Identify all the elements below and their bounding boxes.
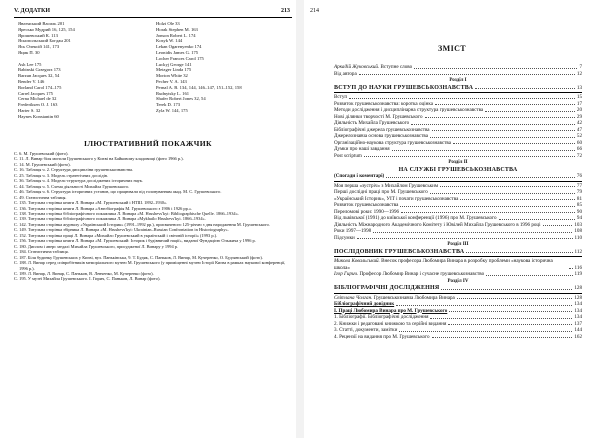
toc-leader-dots	[499, 219, 575, 220]
toc-entry-label: Думки про наші завдання	[334, 146, 390, 152]
illustration-entry: С. 136. Титульна сторінка книги Л. Винара «Автобіографія М. Грушевського з 1906 і 1926 рр.».	[14, 205, 193, 211]
toc-page-number: 52	[576, 133, 582, 139]
illustration-entry: С. 152. Титульна сторінка праці Л. Винара «Михайло Грушевський в українській і світовій історії» (1993 р.).	[14, 232, 218, 238]
toc-leader-dots	[449, 311, 572, 312]
toc-page-number: 20	[576, 107, 582, 113]
toc-page-number: 134	[574, 307, 582, 314]
index-entry: Яресько Мудрий 16, 125, 154	[18, 26, 75, 32]
toc-entry-label: Вступ	[334, 94, 348, 100]
toc-leader-dots	[401, 212, 575, 213]
toc-leader-dots	[475, 88, 575, 89]
toc-leader-dots	[392, 150, 575, 151]
header-rule	[14, 17, 292, 18]
toc-entry-label: НА СЛУЖБІ ГРУШЕВСЬКОЗНАВСТВА	[398, 166, 518, 173]
toc-title: ЗМІСТ	[438, 44, 466, 53]
toc-leader-dots	[386, 177, 575, 178]
name-index-column-1	[18, 21, 75, 120]
toc-entry[interactable]	[334, 71, 582, 78]
index-entry: Zyla W. 144, 175	[156, 107, 188, 113]
illustration-entry: С. 11. Л. Винар біля могили Грушевського у Києві на Байковому кладовищі (фото 1966 р.).	[14, 156, 184, 162]
toc-page-number: 85	[576, 202, 582, 208]
page-number: 213	[281, 8, 290, 14]
index-entry: Lekan Ogarenyenko 174	[156, 44, 202, 50]
toc-entry-label: Роки 1997—1998	[334, 228, 372, 234]
section-rule	[334, 181, 582, 182]
section-rule	[334, 92, 582, 93]
toc-entry-label: Перші дослідні праці про М. Грушевського	[334, 189, 428, 195]
index-entry: Leonidis James G. 175	[156, 49, 199, 55]
toc-entry-label: Діяльність Михайла Грушевського	[334, 120, 410, 126]
toc-author: Світлана Чолган.	[334, 294, 373, 301]
toc-entry-label: Методи дослідження і дисциплінарна структура грушевськознавства	[334, 107, 484, 113]
illustration-entry: С. 139. Титульна сторінка бібліографічного покажчика Л. Винара «Mykhailo Hrushevs'kyi. 1866–1934».	[14, 216, 206, 222]
toc-leader-dots	[460, 199, 575, 200]
toc-entry[interactable]	[334, 258, 582, 271]
toc-page-number: 134	[574, 314, 582, 320]
toc-entry-label: 3. Статті, документи, замітки	[334, 327, 398, 333]
toc-page-number: 17	[576, 100, 582, 107]
toc-entry-title-visible: Внесок професора Любомира Винара в розробку проблеми «наукова історична школа»	[334, 258, 553, 271]
book-gutter	[296, 0, 304, 438]
toc-page-number: 134	[574, 301, 582, 307]
illustration-entry: С. 188. Л. Винар серед співробітників меморіального музею М. Грушевського (у приміщенні музею Історії Києва в рамках наукової конференції, 1996 р.).	[14, 260, 286, 271]
index-entry: Rudnytsky L. 161	[156, 90, 190, 96]
toc-page-number: 116	[574, 264, 582, 271]
toc-part-label: Розділ I	[449, 78, 467, 83]
index-entry: Horak Stephen M. 163	[156, 26, 198, 32]
toc-page-number: 12	[576, 70, 582, 77]
toc-page-number: 90	[576, 208, 582, 215]
toc-entry-label: Джерелознавча основа грушевськознавства	[334, 133, 428, 139]
toc-part-title[interactable]	[334, 249, 582, 256]
toc-page-number: 110	[574, 234, 582, 241]
toc-leader-dots	[432, 130, 575, 131]
toc-page-number: 112	[574, 248, 582, 255]
toc-page-number: 119	[574, 271, 582, 277]
toc-leader-dots	[457, 298, 573, 299]
toc-page-number: 7	[579, 64, 582, 70]
index-entry: Яцик П. 30	[18, 49, 40, 55]
toc-part-title[interactable]	[334, 85, 582, 92]
toc-entry-label: Нові ділянки творчості М. Грушевського	[334, 113, 423, 120]
toc-entry-label: Post scriptum	[334, 152, 362, 159]
toc-page-number: 79	[576, 189, 582, 195]
toc-entry-label: І. Праці Любомира Винара про М. Грушевського	[334, 307, 448, 314]
toc-page-number: 72	[576, 152, 582, 159]
illustration-entry: С. 46. Таблиця ч. 6. Структура історичних установ, що працювали під головуванням акад. М. С. Грушевського.	[14, 189, 222, 195]
toc-leader-dots	[411, 124, 575, 125]
index-entry: Ash Lee 175	[18, 61, 42, 67]
toc-entry-label: 4. Рецензії на видання про М. Грушевського	[334, 333, 430, 340]
index-entry: Luckyj George 141	[156, 61, 192, 67]
toc-leader-dots	[440, 186, 575, 187]
toc-leader-dots	[453, 143, 575, 144]
illustration-entry: С. 187. Біля будинку Грушевських у Києві, вул. Паньківська, 9. Т. Будяк, С. Паньков, Л. Винар, М. Кучеренко, О. Будзянський (фото).	[14, 254, 263, 260]
toc-author: Микола Ковальський.	[334, 258, 380, 264]
illustration-entry: С. 16. Таблиця ч. 2. Структура дисципліни грушевськознавства.	[14, 167, 134, 173]
index-entry: Morton White 32	[156, 73, 188, 79]
toc-leader-dots	[485, 111, 575, 112]
index-entry: Terek D. 173	[156, 102, 181, 108]
toc-page-number: 137	[574, 320, 582, 327]
section-rule	[334, 256, 582, 257]
toc-page-number: 47	[576, 126, 582, 133]
section-title: ІЛЮСТРАТИВНИЙ ПОКАЖЧИК	[84, 139, 212, 148]
toc-page-number: 60	[576, 139, 582, 146]
index-entry: Ясь Олексій 141, 173	[18, 44, 60, 50]
toc-part-label: Розділ II	[448, 160, 468, 165]
toc-entry-label: Діяльність Міжнародного Академічного Комітету і Ювілей Михайла Грушевського в 1996 році	[334, 221, 541, 228]
index-entry: Яснопольський Богдан 201	[18, 38, 71, 44]
toc-page-number: 66	[576, 146, 582, 152]
toc-leader-dots	[399, 331, 572, 332]
toc-part-label: Розділ III	[447, 242, 469, 247]
illustration-entry: С. 184. Статистична таблиця.	[14, 249, 69, 255]
toc-page-number: 29	[576, 113, 582, 120]
toc-page-number: 128	[574, 285, 582, 291]
toc-entry-label: Бібліографічний довідник	[334, 301, 395, 307]
toc-part-title[interactable]	[334, 285, 582, 292]
toc-entry[interactable]	[334, 235, 582, 242]
illustration-entry: С. 25. Таблиця ч. 3. Модель стратегічних дослідів.	[14, 172, 109, 178]
toc-page-number: 15	[576, 94, 582, 100]
toc-page-number: 144	[574, 327, 582, 333]
toc-page-number: 108	[574, 228, 582, 234]
toc-entry-label	[334, 271, 484, 278]
running-header: V. ДОДАТКИ	[14, 8, 51, 14]
toc-leader-dots	[430, 137, 575, 138]
toc-leader-dots	[466, 252, 572, 253]
toc-leader-dots	[357, 238, 573, 239]
name-index-column-2	[156, 21, 242, 114]
toc-entry-title-visible: Грушевськознавча Любомира Винара	[372, 294, 455, 301]
illustration-entry: С. 195. У музеї Михайла Грушевського. І. Гирич, С. Паньков, Л. Винар (фото).	[14, 276, 161, 282]
illustration-entry: С. 142. Титульна сторінка журналу «Український Історик» (1991–1992 рр.), присвяченого 125-річчю з дня народження М. Грушевського.	[14, 221, 270, 227]
toc-part-label: Розділ IV	[447, 278, 469, 284]
toc-entry-label: Підсумки	[334, 234, 355, 241]
toc-page-number: 81	[576, 195, 582, 202]
index-entry: Babinski Grzegorz 173	[18, 67, 61, 73]
index-entry: Pecher V. A. 143	[156, 78, 187, 84]
toc-entry-label: ВСТУП ДО НАУКИ ГРУШЕВСЬКОЗНАВСТВА	[334, 84, 474, 91]
illustration-entry: С. 138. Титульна сторінка бібліографічного покажчика Л. Винара «M. Hrushevs'kyi: Bibliographische Quelle. 1866–1934».	[14, 210, 239, 216]
illustration-entry: С. 189. Л. Винар, Л. Винар, С. Паньков, В. Левченко, М. Кучеренко (фото).	[14, 270, 154, 276]
illustration-entry: С. 44. Таблиця ч. 5. Схема діяльності Михайла Грушевського.	[14, 183, 130, 189]
toc-page-number: 13	[576, 84, 582, 91]
toc-leader-dots	[396, 305, 572, 306]
toc-entry-label: (Спогади і коментарі)	[334, 173, 385, 179]
index-entry: Carrel Jacques 175	[18, 90, 53, 96]
toc-page-number: 94	[576, 215, 582, 221]
toc-leader-dots	[448, 324, 572, 325]
index-entry: Bender V. 146	[18, 78, 45, 84]
toc-page-number: 76	[576, 173, 582, 179]
toc-author: Ігор Гирич.	[334, 271, 359, 277]
index-entry: Borland Carol 174–175	[18, 84, 62, 90]
toc-author: Аркадій Жуковський.	[334, 64, 380, 70]
toc-entry-label: Бібліографічні джерела грушевськознавства	[334, 126, 430, 133]
toc-leader-dots	[359, 74, 575, 75]
index-entry: Jonson Robert L. 174	[156, 32, 196, 38]
illustration-entry: С. 156. Титульна сторінка книги Л. Винара «М. Грушевський: Історик і будівничий нації», виданої Фундацією Ольжича у 1996 р.	[14, 238, 256, 244]
toc-entry-label: Розвиток грушевськознавства	[334, 202, 399, 208]
toc-entry[interactable]	[334, 334, 582, 341]
illustration-entry: С. 180. Диплом і аверс медалі Михайла Грушевського, присудженої Л. Винару у 1994 р.	[14, 243, 179, 249]
section-rule	[334, 293, 582, 294]
toc-leader-dots	[430, 318, 572, 319]
toc-page-number: 162	[574, 333, 582, 340]
index-entry: Holzi Ole 33	[156, 21, 180, 26]
toc-leader-dots	[543, 225, 573, 226]
index-entry: Frederiksen O. J. 163	[18, 102, 58, 108]
toc-entry-label: Організаційно-наукова структура грушевськознавства	[334, 139, 451, 146]
illustration-entry: С. 135. Титульна сторінка книги Л. Винара «М. Грушевський і НТШ. 1892–1930».	[14, 200, 168, 206]
toc-entry-title-visible: Вступне слово	[379, 64, 413, 70]
index-entry: Haynes Konstantin 60	[18, 113, 59, 119]
toc-entry-title-visible: Професор Любомир Винар і сучасне грушевськознавство	[358, 271, 485, 277]
illustration-entry: С. 14. М. Грушевський (фото).	[14, 161, 71, 167]
illustration-entry: С. 149. Титульна сторінка збірника Л. Винара «M. Hrushevs'kyi: Ukrainian–Russian Confrontation in Historiography».	[14, 227, 229, 233]
left-page	[0, 0, 296, 438]
index-entry: Barzun Jacques 32, 54	[18, 73, 60, 79]
index-entry: Pernal A. B. 134, 144, 146–147, 151–152, 158	[156, 84, 242, 90]
illustration-entry: С. 36. Таблиця ч. 4. Модель-структура досліджених історичних наук.	[14, 178, 144, 184]
toc-entry-label: Переломові роки: 1990—1996	[334, 208, 400, 215]
index-entry: Harter S. 32	[18, 107, 41, 113]
toc-leader-dots	[430, 193, 575, 194]
toc-entry-label: Від автора	[334, 70, 357, 77]
toc-entry[interactable]	[334, 271, 582, 278]
toc-entry-label: Від львівської (1991) до київської конференції (1996) про М. Грушевського	[334, 215, 497, 221]
toc-part-sub[interactable]	[334, 173, 582, 180]
toc-leader-dots	[400, 206, 575, 207]
toc-leader-dots	[364, 156, 575, 157]
toc-leader-dots	[432, 337, 573, 338]
index-entry: Metzger Linda 175	[156, 67, 192, 73]
toc-page-number: 103	[574, 221, 582, 228]
illustration-entry: С. 49. Статистична таблиця.	[14, 194, 67, 200]
index-entry: Явленський Василь 201	[18, 21, 65, 26]
toc-entry-label: 2. Книжки і редаговані книжкою та серійні видання	[334, 320, 447, 327]
toc-entry-label: Розвиток грушевськознавства: коротка оцінка	[334, 100, 434, 107]
toc-leader-dots	[441, 289, 572, 290]
page-number: 214	[310, 8, 319, 14]
table-of-contents	[334, 64, 582, 340]
toc-entry-label: ПОСЛІДОВНИК ГРУШЕВСЬКОЗНАВСТВА	[334, 248, 465, 255]
toc-entry-label: 1. Бібліографії. Бібліографічні дослідження	[334, 314, 429, 320]
index-entry: Kosyk W. 144	[156, 38, 183, 44]
toc-leader-dots	[373, 232, 572, 233]
toc-leader-dots	[486, 275, 572, 276]
index-entry: Ярошевський К. 113	[18, 32, 58, 38]
toc-page-number: 77	[576, 182, 582, 189]
toc-entry-label	[334, 258, 567, 271]
toc-leader-dots	[349, 98, 575, 99]
right-page	[304, 0, 600, 438]
toc-entry[interactable]	[334, 153, 582, 160]
toc-page-number: 42	[576, 120, 582, 126]
index-entry: Cerna Michael de 32	[18, 96, 57, 102]
toc-page-number: 128	[574, 294, 582, 301]
illustration-entry: С. 6. М. Грушевський (фото).	[14, 151, 69, 156]
toc-leader-dots	[569, 268, 573, 269]
toc-leader-dots	[425, 117, 575, 118]
toc-entry-label: Моя перша «зустріч» з Михайлом Грушевським	[334, 182, 439, 189]
index-entry: Locher Frances Carol 175	[156, 55, 204, 61]
toc-entry-label: БІБЛІОГРАФІЧНІ ДОСЛІДЖЕННЯ	[334, 285, 440, 291]
toc-leader-dots	[414, 68, 577, 69]
toc-entry-label: «Український Історик», УІТ і почати грушевськознавства	[334, 195, 459, 202]
index-entry: Shafer Robert Jones 32, 54	[156, 96, 206, 102]
toc-leader-dots	[435, 104, 575, 105]
illustrative-index	[14, 151, 290, 282]
